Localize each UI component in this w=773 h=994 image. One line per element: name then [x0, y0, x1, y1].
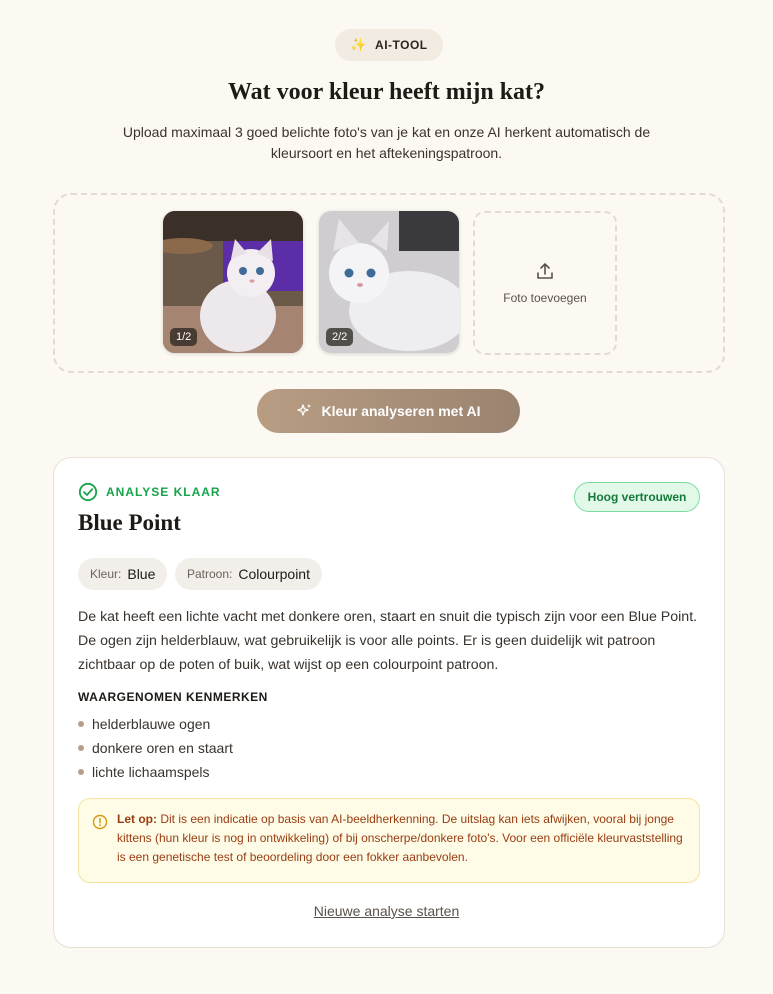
info-circle-icon — [92, 814, 108, 830]
analyze-color-button[interactable] — [257, 389, 520, 433]
feature-text: donkere oren en staart — [92, 740, 233, 756]
pattern-chip — [175, 558, 322, 590]
badge-label: AI-TOOL — [375, 38, 428, 52]
add-photo-button[interactable] — [473, 211, 617, 355]
confidence-badge: Hoog vertrouwen — [574, 482, 700, 512]
chip-label: Kleur: — [90, 567, 122, 581]
restart-analysis-link[interactable]: Nieuwe analyse starten — [313, 903, 460, 919]
list-item — [78, 712, 233, 736]
disclaimer-bold: Let op: — [117, 812, 157, 826]
list-item — [78, 760, 233, 784]
features-heading: WAARGENOMEN KENMERKEN — [78, 690, 268, 704]
sparkles-icon: ✨ — [350, 37, 368, 52]
bullet-icon — [78, 721, 84, 727]
page-title: Wat voor kleur heeft mijn kat? — [227, 79, 546, 105]
photo-index-label: 1/2 — [170, 328, 197, 346]
chip-value: Colourpoint — [238, 566, 310, 582]
ai-tool-badge — [335, 29, 443, 61]
features-list — [78, 712, 233, 784]
analyze-button-label: Kleur analyseren met AI — [321, 403, 481, 419]
result-description: De kat heeft een lichte vacht met donkere oren, staart en snuit die typisch zijn voor een Blue Point. De ogen zijn helderblauw, wat gebruikelijk is voor alle points. Er is geen duidelijk wit patroon zichtbaar op de poten of buik, wat wijst op een colourpoint patroon. — [78, 609, 698, 673]
disclaimer-text — [117, 810, 687, 867]
color-chip — [78, 558, 167, 590]
analysis-status — [78, 482, 221, 502]
check-circle-icon — [78, 482, 98, 502]
disclaimer-notice — [78, 798, 700, 883]
status-label: ANALYSE KLAAR — [106, 485, 221, 499]
sparkles-icon — [297, 403, 313, 419]
bullet-icon — [78, 745, 84, 751]
photo-index-label: 2/2 — [326, 328, 353, 346]
list-item — [78, 736, 233, 760]
disclaimer-body: Dit is een indicatie op basis van AI-beeldherkenning. De uitslag kan iets afwijken, vooral bij jonge kittens (hun kleur is nog in ontwikkeling) of bij onscherpe/donkere foto's. Voor een officiële kleurvaststelling is een genetische test of beoordeling door een fokker aanbevolen. — [117, 812, 683, 864]
page-subtitle: Upload maximaal 3 goed belichte foto's van je kat en onze AI herkent automatisch de kleursoort en het aftekeningspatroon. — [122, 124, 651, 161]
chip-label: Patroon: — [187, 567, 233, 581]
bullet-icon — [78, 769, 84, 775]
feature-text: helderblauwe ogen — [92, 716, 211, 732]
result-title: Blue Point — [78, 510, 181, 535]
cat-photo-thumbnail[interactable] — [163, 211, 303, 353]
chip-value: Blue — [127, 566, 156, 582]
add-photo-label: Foto toevoegen — [503, 291, 587, 305]
cat-photo-thumbnail[interactable] — [319, 211, 459, 353]
upload-icon — [535, 261, 555, 281]
feature-text: lichte lichaamspels — [92, 764, 210, 780]
